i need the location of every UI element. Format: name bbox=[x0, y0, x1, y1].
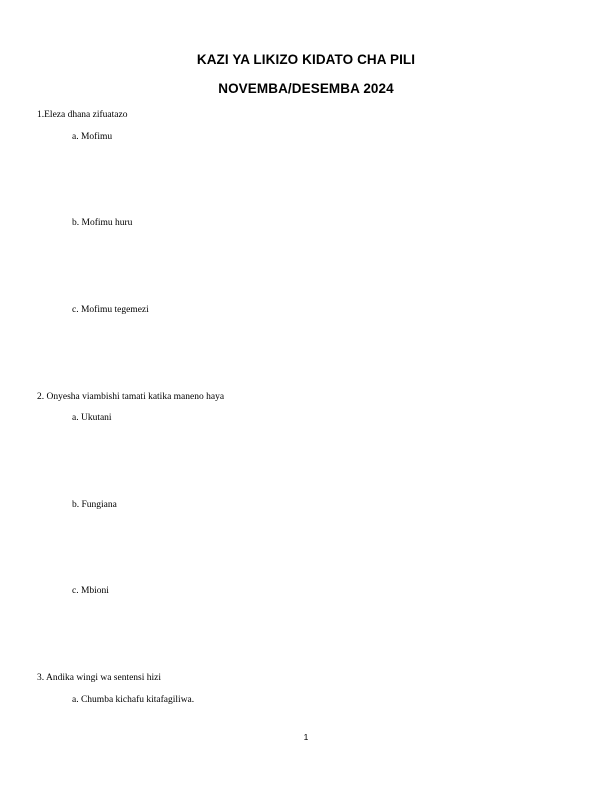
document-title: KAZI YA LIKIZO KIDATO CHA PILI bbox=[196, 52, 416, 67]
page-number: 1 bbox=[303, 732, 309, 742]
question-1-item-c: c. Mofimu tegemezi bbox=[72, 305, 149, 315]
question-3-prompt: 3. Andika wingi wa sentensi hizi bbox=[37, 673, 162, 683]
question-2-prompt: 2. Onyesha viambishi tamati katika maneno haya bbox=[37, 392, 225, 402]
question-3-item-a: a. Chumba kichafu kitafagiliwa. bbox=[72, 695, 195, 705]
question-1-prompt: 1.Eleza dhana zifuatazo bbox=[37, 110, 128, 120]
question-2-item-a: a. Ukutani bbox=[72, 413, 112, 423]
document-subtitle: NOVEMBA/DESEMBA 2024 bbox=[218, 81, 394, 96]
question-1-item-a: a. Mofimu bbox=[72, 132, 113, 142]
question-2-item-b: b. Fungiana bbox=[72, 500, 117, 510]
question-1-item-b: b. Mofimu huru bbox=[72, 218, 133, 228]
question-2-item-c: c. Mbioni bbox=[72, 586, 109, 596]
